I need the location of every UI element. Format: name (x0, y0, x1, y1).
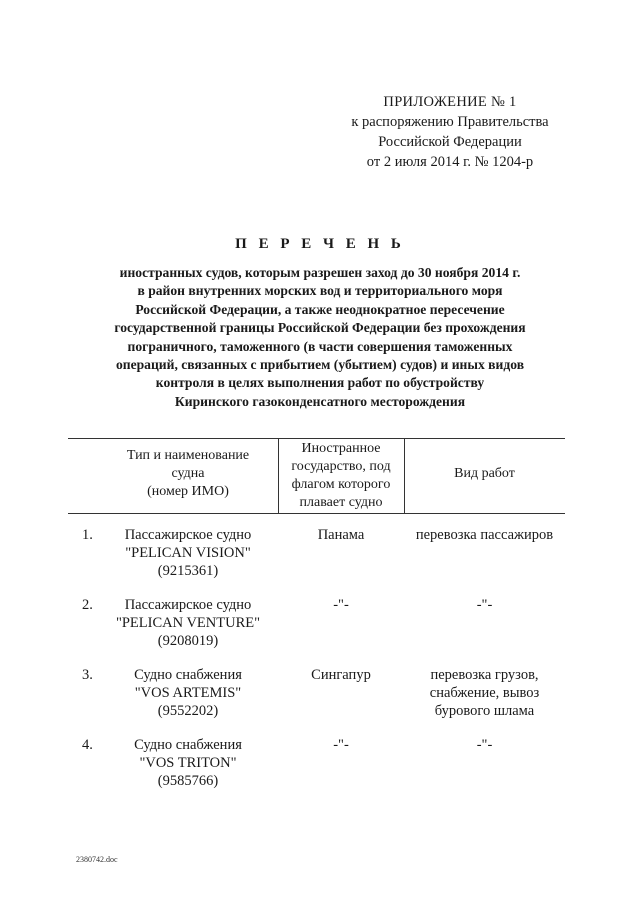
flag-cell: -"- (333, 597, 349, 613)
vessel-type: Пассажирское судно (124, 527, 252, 543)
vessel-type: Пассажирское судно (124, 597, 252, 613)
vessel-name: "PELICAN VENTURE" (115, 615, 261, 631)
header-flag-line: Иностранное (301, 441, 381, 456)
flag-cell: Панама (317, 527, 365, 543)
row-number: 4. (82, 737, 93, 753)
header-flag-line: флагом которого (291, 477, 391, 492)
header-flag (278, 440, 404, 512)
subtitle-line: иностранных судов, которым разрешен заход до 30 ноября 2014 г. (119, 265, 521, 280)
vessel-imo: (9585766) (157, 773, 219, 789)
appendix-line-1: к распоряжению Правительства (351, 114, 549, 130)
document-title: П Е Р Е Ч Е Н Ь (235, 236, 405, 252)
vessel-cell (108, 596, 268, 650)
vessel-name: "PELICAN VISION" (125, 545, 251, 561)
subtitle-line: контроля в целях выполнения работ по обустройству (155, 375, 485, 391)
vessel-name: "VOS TRITON" (139, 755, 237, 771)
row-number: 2. (82, 597, 93, 613)
header-vessel-line: судна (171, 466, 205, 481)
header-vessel (108, 447, 268, 501)
vessel-name: "VOS ARTEMIS" (134, 685, 242, 701)
work-line: -"- (476, 597, 493, 613)
header-work-line: Вид работ (454, 466, 515, 481)
vessel-cell (108, 736, 268, 790)
header-work (404, 465, 565, 483)
header-flag-line: плавает судно (299, 495, 383, 510)
header-vessel-line: (номер ИМО) (147, 484, 229, 499)
subtitle-line: Российской Федерации, а также неоднократное пересечение (135, 301, 505, 317)
vessel-type: Судно снабжения (134, 737, 242, 753)
work-cell (404, 666, 565, 720)
appendix-heading: ПРИЛОЖЕНИЕ № 1 (383, 94, 517, 110)
appendix-line-3: от 2 июля 2014 г. № 1204-р (366, 154, 534, 170)
flag-cell: -"- (333, 737, 349, 753)
file-reference: 2380742.doc (76, 855, 118, 864)
work-line: -"- (476, 737, 493, 753)
work-line: перевозка пассажиров (415, 527, 554, 543)
document-subtitle (60, 264, 580, 411)
vessel-cell (108, 666, 268, 720)
flag-cell: Сингапур (311, 667, 371, 683)
work-line: снабжение, вывоз (429, 685, 540, 701)
subtitle-line: государственной границы Российской Федерации без прохождения (114, 320, 526, 336)
vessel-imo: (9215361) (157, 563, 219, 579)
vessel-cell (108, 526, 268, 580)
vessel-type: Судно снабжения (134, 667, 242, 683)
row-number: 1. (82, 527, 93, 543)
table-top-rule (68, 438, 565, 439)
vessel-imo: (9552202) (157, 703, 219, 719)
row-number: 3. (82, 667, 93, 683)
subtitle-line: операций, связанных с прибытием (убытием) судов) и иных видов (115, 357, 525, 373)
work-cell (404, 526, 565, 544)
work-line: перевозка грузов, (430, 667, 539, 683)
work-cell (404, 736, 565, 754)
subtitle-line: пограничного, таможенного (в части совершения таможенных (127, 338, 513, 354)
appendix-block (330, 92, 570, 172)
vessel-imo: (9208019) (157, 633, 219, 649)
subtitle-line: Киринского газоконденсатного месторождения (174, 393, 466, 409)
work-cell (404, 596, 565, 614)
header-vessel-line: Тип и наименование (126, 448, 250, 463)
subtitle-line: в район внутренних морских вод и территориального моря (137, 283, 503, 299)
appendix-line-2: Российской Федерации (378, 134, 522, 150)
header-bottom-rule (68, 513, 565, 514)
work-line: бурового шлама (434, 703, 535, 719)
header-flag-line: государство, под (291, 459, 391, 474)
